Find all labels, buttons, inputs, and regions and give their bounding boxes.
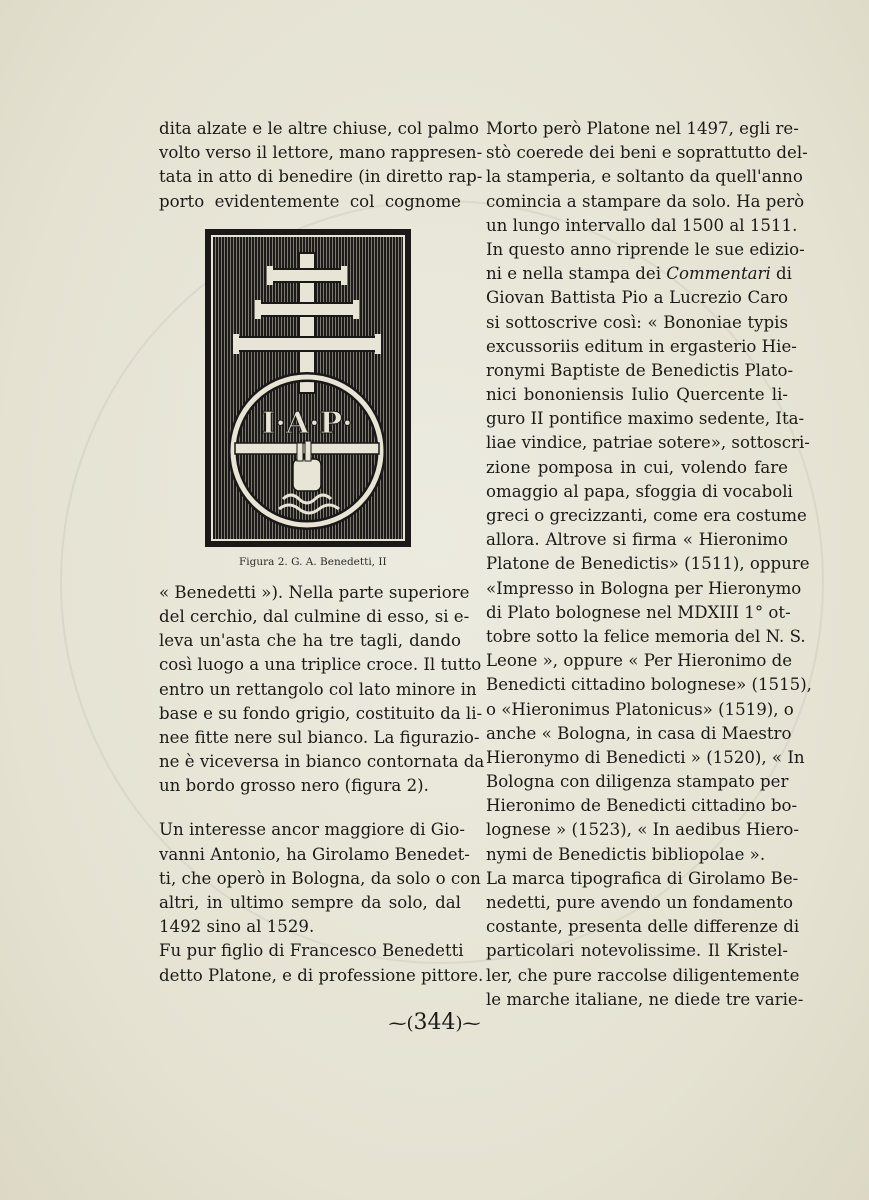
text-line: ler, che pure raccolse diligentemente [486, 965, 800, 985]
text-line: base e su fondo grigio, costituito da li- [159, 703, 483, 723]
page-number-value: 344 [413, 1010, 456, 1035]
text-line: la stamperia, e soltanto da quell'anno [486, 167, 803, 187]
left-paragraph-4 [159, 939, 484, 987]
text-line: ne è viceversa in bianco contornata da [159, 752, 485, 772]
text-line: entro un rettangolo col lato minore in [159, 679, 477, 699]
left-paragraph-3 [159, 818, 481, 939]
right-paragraph-1 [486, 117, 812, 867]
text-line: tobre sotto la felice memoria del N. S. [486, 626, 806, 646]
text-line: liae vindice, patriae sotere», sottoscri- [486, 433, 810, 453]
cross-and-orb-emblem [213, 237, 403, 539]
text-line: si sottoscrive così: « Bononiae typis [486, 312, 788, 332]
text-line: Giovan Battista Pio a Lucrezio Caro [486, 288, 788, 308]
text-line: detto Platone, e di professione pittore. [159, 965, 484, 985]
text-line: La marca tipografica di Girolamo Be- [486, 868, 799, 888]
text-line: Bologna con diligenza stampato per [486, 772, 789, 792]
text-line: 1492 sino al 1529. [159, 917, 315, 937]
text-line: particolari notevolissime. Il Kristel- [486, 941, 788, 961]
text-line: excussoriis editum in ergasterio Hie- [486, 336, 797, 356]
text-line: dita alzate e le altre chiuse, col palmo [159, 119, 480, 138]
text-line: stò coerede dei beni e soprattutto del- [486, 143, 808, 163]
text-line: nici bononiensis Iulio Quercente li- [486, 385, 788, 405]
text-line: Hieronymo di Benedicti » (1520), « In [486, 747, 805, 767]
text-line: allora. Altrove si firma « Hieronimo [486, 530, 788, 550]
text-line: anche « Bologna, in casa di Maestro [486, 723, 792, 743]
page-number [0, 1010, 869, 1035]
text-line: « Benedetti »). Nella parte superiore [159, 582, 470, 602]
text-line: omaggio al papa, sfoggia di vocaboli [486, 481, 793, 501]
text-line: costante, presenta delle differenze di [486, 917, 800, 937]
text-line: zione pomposa in cui, volendo fare [486, 457, 788, 477]
ornament-left: ⁓( [388, 1013, 414, 1034]
text-line: le marche italiane, ne diede tre varie- [486, 989, 804, 1009]
figure-hatched-field [211, 235, 405, 541]
text-line: nedetti, pure avendo un fondamento [486, 893, 794, 912]
text-line: così luogo a una triplice croce. Il tutto [159, 655, 482, 675]
right-paragraph-2 [486, 867, 804, 1012]
text-line: comincia a stampare da solo. Ha però [486, 191, 805, 211]
text-line: tata in atto di benedire (in diretto rap- [159, 167, 483, 187]
text-line: ni e nella stampa dei Commentari di [486, 264, 792, 284]
text-line: In questo anno riprende le sue edizio- [486, 239, 805, 259]
text-line: nee fitte nere sul bianco. La figurazio- [159, 727, 480, 747]
text-line: di Plato bolognese nel MDXIII 1° ot- [486, 602, 791, 622]
text-line: vanni Antonio, ha Girolamo Benedet- [159, 844, 470, 864]
text-line: altri, in ultimo sempre da solo, dal [159, 893, 461, 912]
text-line: porto evidentemente col cognome [159, 191, 461, 211]
text-line: guro II pontifice maximo sedente, Ita- [486, 409, 805, 429]
paragraph-spacer [159, 798, 461, 818]
text-line: Benedicti cittadino bolognese» (1515), [486, 675, 812, 695]
text-line: Morto però Platone nel 1497, egli re- [486, 119, 799, 138]
text-line: o «Hieronimus Platonicus» (1519), o [486, 699, 794, 719]
text-line: un lungo intervallo dal 1500 al 1511. [486, 215, 798, 235]
right-column [486, 117, 812, 1012]
text-line: nymi de Benedictis bibliopolae ». [486, 844, 766, 864]
text-line: del cerchio, dal culmine di esso, si e- [159, 606, 470, 626]
text-line: ronymi Baptiste de Benedictis Plato- [486, 360, 794, 380]
text-line: Un interesse ancor maggiore di Gio- [159, 820, 465, 840]
left-paragraph-2 [159, 581, 485, 799]
text-line: leva un'asta che ha tre tagli, dando [159, 631, 461, 651]
printer-mark-figure [205, 229, 411, 547]
text-line: Leone », oppure « Per Hieronimo de [486, 651, 793, 671]
text-line: volto verso il lettore, mano rappresen- [159, 143, 483, 163]
text-line: greci o grecizzanti, come era costume [486, 506, 807, 525]
figure-caption: Figura 2. G. A. Benedetti, II [239, 556, 387, 568]
text-line: ti, che operò in Bologna, da solo o con [159, 868, 481, 888]
text-line: Platone de Benedictis» (1511), oppure [486, 554, 810, 574]
left-paragraph-1 [159, 117, 483, 214]
text-line: un bordo grosso nero (figura 2). [159, 776, 429, 796]
text-line: Hieronimo de Benedicti cittadino bo- [486, 796, 798, 816]
iap-inscription: I·A·P· [261, 406, 353, 441]
text-line: lognese » (1523), « In aedibus Hiero- [486, 820, 800, 840]
ornament-right: )⁓ [455, 1013, 481, 1034]
text-line: «Impresso in Bologna per Hieronymo [486, 578, 802, 598]
text-line: Fu pur figlio di Francesco Benedetti [159, 941, 464, 961]
